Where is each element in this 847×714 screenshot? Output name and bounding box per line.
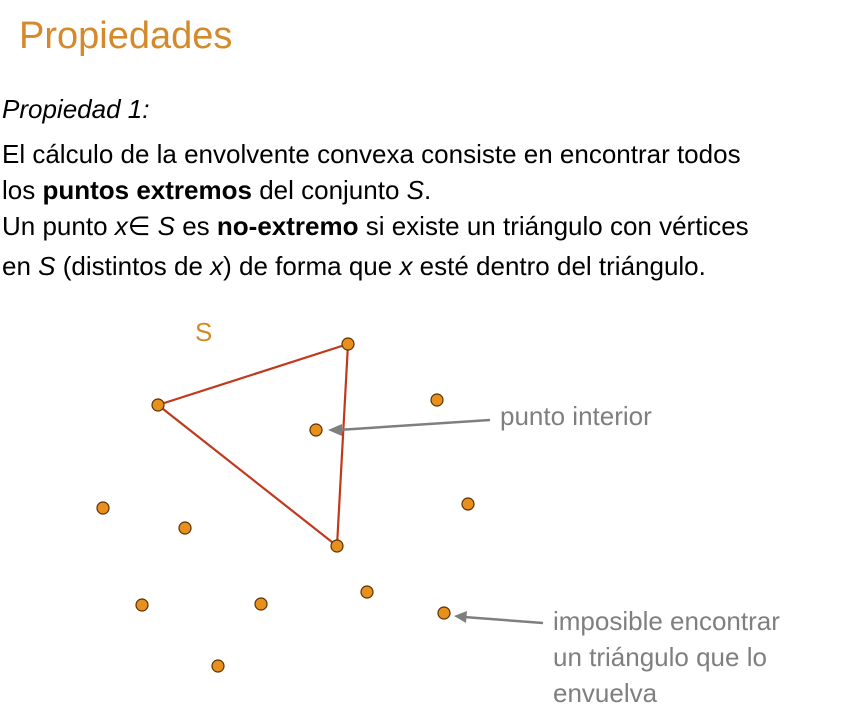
set-symbol: S bbox=[150, 211, 175, 241]
text-fragment: en bbox=[2, 251, 39, 281]
text-fragment: . bbox=[423, 175, 432, 205]
arrow-impossible-shaft bbox=[464, 617, 543, 623]
text-fragment: (distintos de bbox=[55, 251, 211, 281]
arrow-interior-head bbox=[328, 424, 342, 436]
set-symbol: S bbox=[406, 175, 424, 205]
term-non-extreme: no-extremo bbox=[216, 211, 359, 241]
vertex-point bbox=[331, 540, 343, 552]
set-point bbox=[97, 502, 109, 514]
text-fragment: ) de forma que bbox=[223, 251, 400, 281]
annotation-impossible bbox=[553, 603, 780, 711]
text-fragment: es bbox=[174, 211, 217, 241]
paragraph-line-1: El cálculo de la envolvente convexa consiste en encontrar todos bbox=[2, 139, 741, 169]
text-fragment: esté dentro del triángulo. bbox=[412, 251, 706, 281]
set-point bbox=[255, 598, 267, 610]
enclosing-triangle bbox=[158, 344, 348, 546]
extreme-point bbox=[438, 607, 450, 619]
set-point bbox=[462, 498, 474, 510]
set-point bbox=[361, 586, 373, 598]
annotation-impossible-line: envuelva bbox=[553, 678, 658, 708]
set-symbol: S bbox=[38, 251, 56, 281]
page-title: Propiedades bbox=[19, 15, 233, 57]
set-point bbox=[179, 522, 191, 534]
annotation-interior-point: punto interior bbox=[500, 401, 652, 431]
set-point bbox=[212, 660, 224, 672]
text-fragment: Un punto bbox=[2, 211, 115, 241]
interior-point bbox=[310, 424, 322, 436]
text-fragment: si existe un triángulo con vértices bbox=[358, 211, 749, 241]
arrow-interior-shaft bbox=[338, 420, 490, 430]
annotation-impossible-line: un triángulo que lo bbox=[553, 642, 767, 672]
vertex-point bbox=[342, 338, 354, 350]
set-point bbox=[136, 599, 148, 611]
vertex-point bbox=[152, 399, 164, 411]
element-of-symbol: ∈ bbox=[127, 211, 151, 241]
annotation-impossible-line: imposible encontrar bbox=[553, 606, 780, 636]
variable-x: x bbox=[210, 251, 224, 281]
variable-x: x bbox=[399, 251, 413, 281]
set-label: S bbox=[195, 317, 213, 347]
set-point bbox=[431, 394, 443, 406]
arrow-impossible-head bbox=[454, 611, 467, 623]
term-extreme-points: puntos extremos bbox=[42, 175, 252, 205]
text-fragment: del conjunto bbox=[251, 175, 407, 205]
property-heading: Propiedad 1: bbox=[2, 94, 150, 124]
variable-x: x bbox=[114, 211, 128, 241]
text-fragment: los bbox=[2, 175, 43, 205]
